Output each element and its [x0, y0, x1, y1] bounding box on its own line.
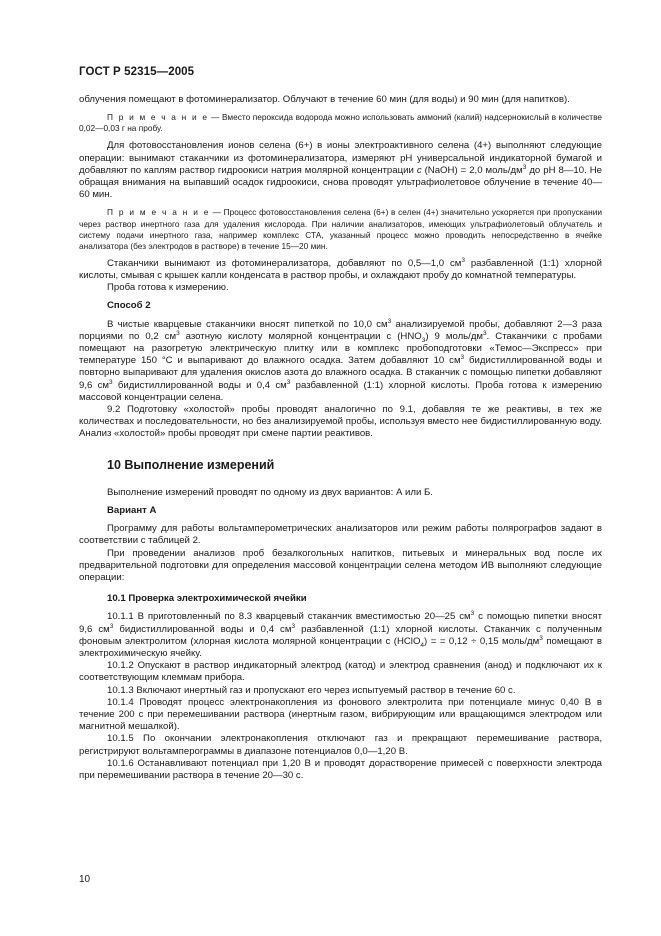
superscript: 3: [286, 378, 291, 386]
text-run: разбавленной (1:1) хлорной кислоты, смывая с крышек капли конденсата в раствор пробы, и охлаждают пробу до комнатной температуры.: [79, 257, 602, 281]
document-body: [79, 94, 602, 782]
paragraph: 10.1.2 Опускают в раствор индикаторный электрод (катод) и электрод сравнения (анод) и подключают их к соответствующим клеммам прибора.: [79, 660, 602, 684]
text-run: ) 9 моль/дм: [425, 330, 484, 342]
text-run: бидистиллированной воды и повторно выпаривают для удаления окислов азота до влажного осадка. В стаканчик с помощью пипетки добавляют 9,6 см: [79, 355, 602, 391]
note-label: П р и м е ч а н и е: [107, 112, 209, 123]
superscript: 3: [522, 163, 527, 171]
document-header: ГОСТ Р 52315—2005: [79, 66, 195, 78]
text-run: азотную кислоту молярной концентрации c (HNO: [179, 330, 422, 342]
note-label: П р и м е ч а н и е: [107, 207, 210, 218]
subscript: 3: [421, 336, 426, 344]
text-run: В чистые кварцевые стаканчики вносят пипеткой по 10,0 см: [107, 318, 388, 330]
section-heading: 10 Выполнение измерений: [107, 457, 275, 472]
paragraph: 10.1.3 Включают инертный газ и пропускают его через испытуемый раствор в течение 60 с.: [107, 684, 516, 696]
text-run: Стаканчики вынимают из фотоминерализатора, добавляют по 0,5—1,0 см: [107, 257, 462, 269]
text-run: 10.1.1 В приготовленный по 8.3 кварцевый стаканчик вместимостью 20—25 см: [107, 611, 471, 623]
subheading: Вариант А: [107, 505, 157, 517]
paragraph: [79, 611, 602, 660]
paragraph: [79, 140, 602, 201]
text-run: (NaOH) = 2,0 моль/дм: [421, 164, 523, 176]
text-run: разбавленной (1:1) хлорной кислоты. Проба готова к измерению массовой концентрации селена.: [79, 379, 602, 403]
text-run: анализируемой пробы, добавляют 2—3 раза порциями по 0,2 см: [79, 318, 603, 342]
text-run: бидистиллированной воды и 0,4 см: [113, 623, 292, 635]
paragraph: Программу для работы вольтамперометрических анализаторов или режим работы полярографов задают в соответствии с таблицей 2.: [79, 523, 602, 547]
superscript: 3: [387, 317, 392, 325]
superscript: 3: [460, 354, 465, 362]
note-text: — Процесс фотовосстановления селена (6+) в селен (4+) значительно ускоряется при пропускании через раствор инертного газа для удаления кислорода. При наличии анализаторов, имеющих ультрафиолетовый облучатель и систему подачи инертного газа, например комплекс СТА, указанный процесс можно проводить непосредственно в ячейке анализатора (без электродов в растворе) в течение 15—20 мин.: [79, 207, 602, 251]
paragraph: [79, 258, 602, 282]
superscript: 3: [470, 610, 475, 618]
paragraph: 10.1.5 По окончании электронакопления отключают газ и прекращают перемешивание раствора, регистрируют вольтамперограммы в диапазоне потенциалов 0,0—1,20 В.: [79, 733, 602, 757]
paragraph: облучения помещают в фотоминерализатор. Облучают в течение 60 мин (для воды) и 90 мин (для напитков).: [79, 94, 570, 105]
paragraph: При проведении анализов проб безалкогольных напитков, питьевых и минеральных вод после их предварительной подготовки для определения массовой концентрации селена методом ИВ выполняют следующие операции:: [79, 547, 602, 584]
superscript: 3: [483, 329, 487, 337]
superscript: 3: [176, 329, 180, 337]
paragraph: 10.1.4 Проводят процесс электронакопления из фонового электролита при потенциале минус 0,40 В в течение 200 с при перемешивании раствора (инертным газом, вибрирующим или вращающимся электродом или магнитной мешалкой).: [79, 696, 602, 733]
paragraph: 10.1.6 Останавливают потенциал при 1,20 В и проводят дорастворение примесей с поверхности электрода при перемешивании раствора в течение 20—30 с.: [79, 757, 602, 782]
subsection-heading: 10.1 Проверка электрохимической ячейки: [107, 593, 307, 605]
text-run: до pH 8—10. Не обращая внимания на выпавший осадок гидроокиси, снова проводят ультрафиолетовое облучение в течение 40—60 мин.: [79, 164, 603, 201]
page-number: 10: [79, 874, 91, 885]
subheading: Способ 2: [107, 300, 151, 312]
paragraph: 9.2 Подготовку «холостой» пробы проводят аналогично по 9.1, добавляя те же реактивы, в тех же количествах и последовательности, но без анализируемой пробы, используя вместо нее бидистиллированную воду. Анализ «холостой» пробы проводят при смене партии реактивов.: [79, 404, 602, 440]
paragraph: [79, 319, 602, 404]
superscript: 3: [108, 378, 113, 386]
superscript: 3: [291, 622, 296, 630]
note-text: — Вместо пероксида водорода можно использовать аммоний (калий) надсернокислый в количестве 0,02—0,03 г на пробу.: [79, 112, 602, 134]
text-run: c: [416, 164, 422, 176]
superscript: 3: [109, 622, 114, 630]
text-run: разбавленной (1:1) хлорной кислоты. Стаканчик с полученным фоновым электролитом (хлорная кислота молярной концентрации c (HClO: [79, 623, 602, 647]
subscript: 4: [420, 641, 425, 649]
paragraph: Проба готова к измерению.: [107, 282, 229, 294]
superscript: 3: [461, 256, 465, 264]
note: [79, 112, 602, 134]
text-run: помещают в электрохимическую ячейку.: [79, 635, 602, 660]
text-run: с помощью пипетки вносят 9,6 см: [79, 611, 602, 635]
superscript: 3: [539, 634, 543, 642]
paragraph: Выполнение измерений проводят по одному из двух вариантов: А или Б.: [107, 486, 433, 498]
note: [79, 207, 602, 251]
text-run: Для фотовосстановления ионов селена (6+) в ионы электроактивного селена (4+) выполняют следующие операции: вынимают стаканчики из фотоминерализатора, измеряют pH универсальной индикаторной бумагой и добавляют по каплям раствор гидроокиси натрия молярной концентрации: [79, 140, 602, 176]
text-run: бидистиллированной воды и 0,4 см: [112, 379, 287, 391]
text-run: . Стаканчики с пробами помещают на разогретую электрическую плитку или в комплекс пробоподготовки «Темос—Экспресс» при температуре 150 °С и выпаривают до влажного осадка. Затем добавляют 10 см: [79, 330, 602, 367]
text-run: ) = = 0,12 ÷ 0,15 моль/дм: [424, 635, 540, 647]
